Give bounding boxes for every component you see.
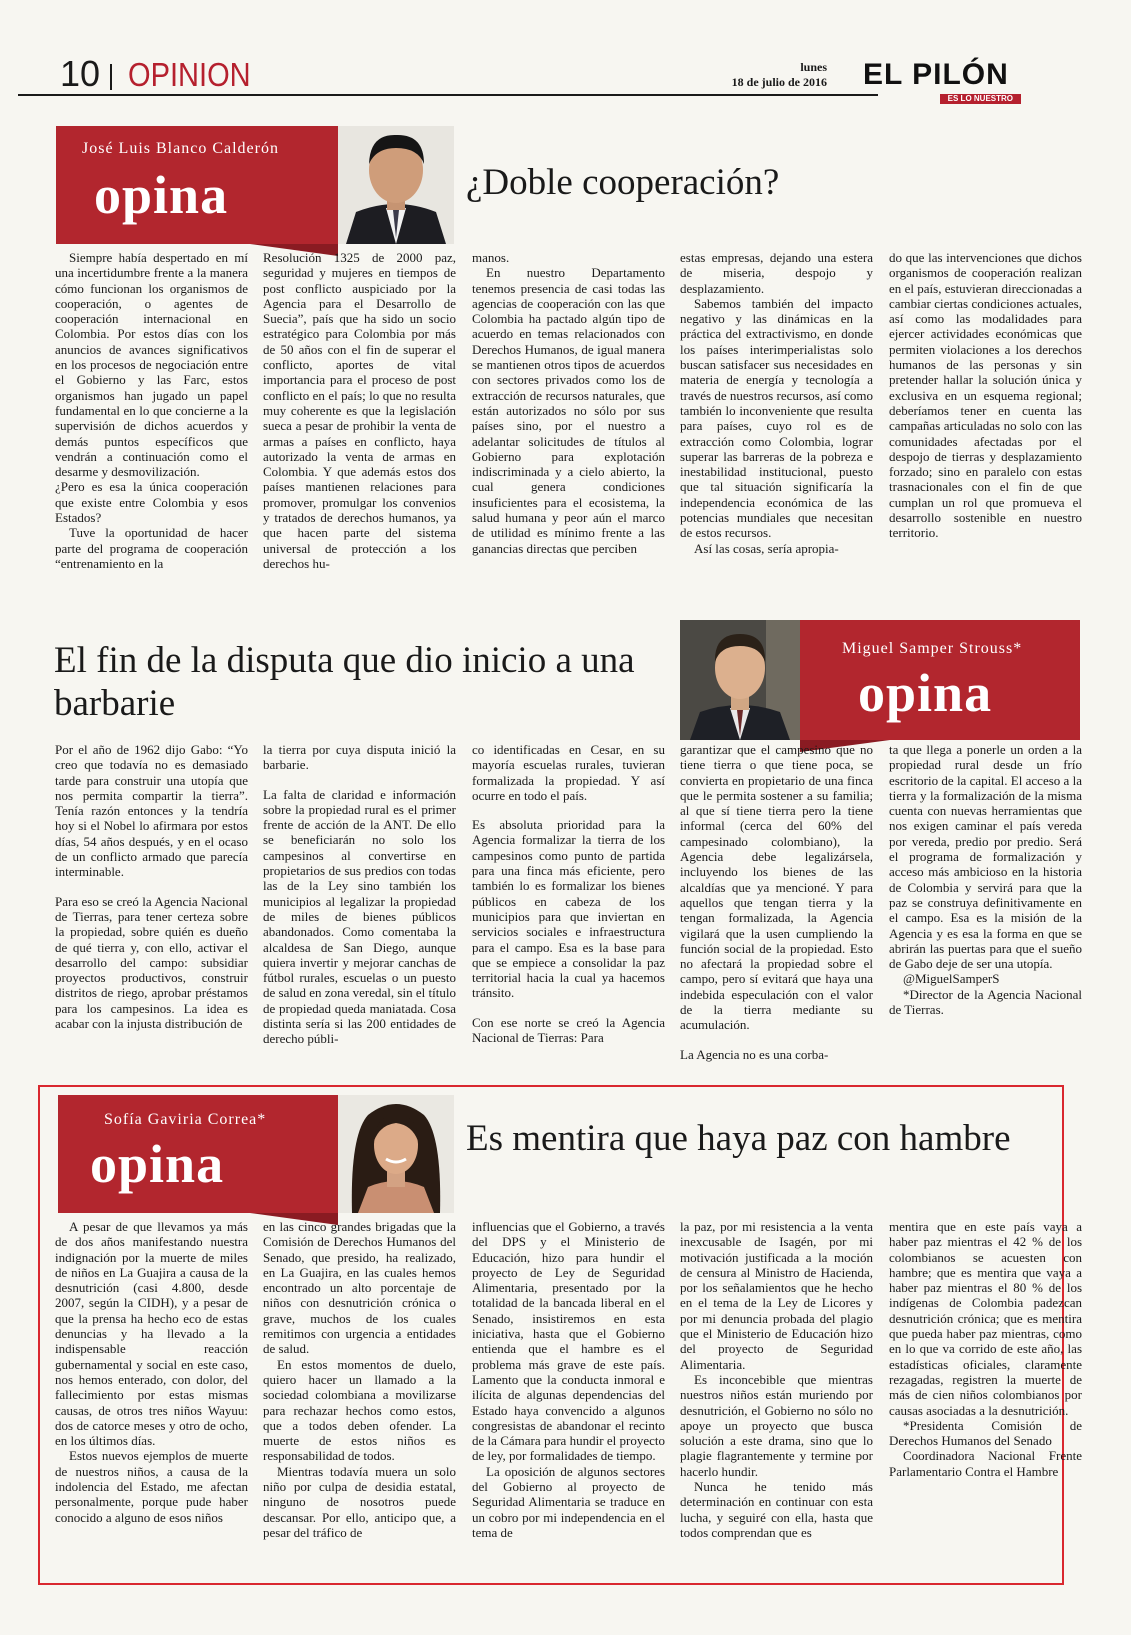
article-column (55, 742, 248, 1078)
paragraph: Mientras todavía muera un solo niño por culpa de desidia estatal, ninguno de nosotros puede descansar. Por ello, anticipo que, a pesar del tráfico de (263, 1463, 456, 1540)
paragraph: la paz, por mi resistencia a la venta inexcusable de Isagén, por mi motivación justificada a la moción de censura al Ministro de Hacienda, por los señalamientos que he hecho en el tema de la Ley de Licores y por mi denuncia probada del plagio que el Ministerio de Educación hizo del proyecto de Seguridad Alimentaria. (680, 1219, 873, 1372)
paragraph: Resolución 1325 de 2000 paz, seguridad y mujeres en tiempos de post conflicto auspiciado por la Agencia para el Desarrollo de Suecia”, país que ha sido un socio estratégico para Colombia por más de 50 años con el fin de superar el conflicto, aportes de vital importancia para el proceso de post conflicto en el país; lo que no resulta muy coherente es que la legislación sueca a pesar de prohibir la venta de armas a países en conflicto, haya autorizado la venta de armas en Colombia. Y que además estos dos países mantienen relaciones para promover, promulgar los convenios y tratados de derechos humanos, ya que hacen parte del sistema universal de protección a los derechos hu- (263, 250, 456, 571)
article-headline: El fin de la disputa que dio inicio a una barbarie (54, 640, 635, 724)
paragraph: Es absoluta prioridad para la Agencia formalizar la tierra de los campesinos como punto de partida para una finca más eficiente, pero también lo es formalizar los bienes públicos en cabeza de los municipios para que inviertan en servicios sociales e infraestructura para el campo. Esa es la base para que se empiece a consolidar la paz territorial hacia la cual ya hacemos tránsito. (472, 817, 665, 1001)
paragraph: manos. (472, 250, 510, 265)
issue-date: 18 de julio de 2016 (731, 75, 827, 89)
logo-name: EL PILÓN (863, 58, 1009, 91)
article-column (263, 742, 456, 1078)
author-bio: *Director de la Agencia Nacional de Tierras. (889, 986, 1082, 1018)
paragraph: do que las intervenciones que dichos organismos de cooperación realizan en el país, estuvieran direccionadas a cambiar ciertas condiciones actuales, así como las modalidades para ejercer actividades económicas que permiten violaciones a los derechos humanos de las personas y sin pretender hallar la solución única y exclusiva en un esquema regional; deberíamos tener en cuenta las campañas articuladas no solo con las comunidades afectadas por el despojo de tierras y desplazamiento forzado; sino en paralelo con estas trasnacionales con el fin de que cumplan un rol que promueva el desarrollo sostenible en nuestro territorio. (889, 250, 1082, 541)
newspaper-logo (863, 58, 1063, 103)
opina-banner (800, 620, 1080, 740)
article-column (472, 742, 665, 1078)
article-column (680, 250, 873, 602)
opina-banner (56, 126, 338, 244)
opina-label: opina (858, 663, 993, 723)
article-column (472, 1219, 665, 1581)
author-name: Sofía Gaviria Correa* (104, 1111, 267, 1128)
paragraph: Para eso se creó la Agencia Nacional de Tierras, para tener certeza sobre la propiedad, sobre quién es dueño de qué tierra y, con ello, activar el desarrollo del campo: subsidiar proyectos productivos, construir distritos de riego, aprobar préstamos para los campesinos. La idea es acabar con la injusta distribución de (55, 893, 248, 1032)
article-headline: ¿Doble cooperación? (466, 162, 780, 203)
header-rule (18, 94, 878, 96)
logo-tagline: ES LO NUESTRO (940, 94, 1021, 104)
paragraph: En estos momentos de duelo, quiero hacer un llamado a la sociedad colombiana a movilizarse para rechazar hechos como estos, que a todos deben ofender. La muerte de estos niños es responsabilidad de todos. (263, 1356, 456, 1464)
paragraph: Es inconcebible que mientras nuestros niños están muriendo por desnutrición, el Gobierno no sólo no apoye un proyecto que busca solución a este drama, sino que lo plagie flagrantemente y termine por hacerlo hundir. (680, 1371, 873, 1479)
paragraph: Sabemos también del impacto negativo y las dinámicas en la práctica del extractivismo, en donde los países interimperialistas solo buscan satisfacer sus necesidades en materia de energía y tecnología a través de nuestros recursos, así como también lo inconveniente que resulta para países, cuyo rol es de extracción como Colombia, lograr superar las barreras de la pobreza e inestabilidad institucional, puesto que tal situación significaría la independencia económica de las potencias mundiales que necesitan de estos recursos. (680, 295, 873, 541)
author-photo (338, 1095, 454, 1213)
author-bio: *Presidenta Comisión de Derechos Humanos del Senado (889, 1417, 1082, 1449)
article-column (55, 250, 248, 602)
author-handle: @MiguelSamperS (903, 971, 1000, 987)
article-column (263, 250, 456, 602)
article-column (55, 1219, 248, 1581)
author-photo (338, 126, 454, 244)
paragraph: en las cinco grandes brigadas que la Comisión de Derechos Humanos del Senado, que presido, ha realizado, en La Guajira, en las cuales hemos encontrado un alto porcentaje de niños con desnutrición crónica o grave, muchos de los cuales remitimos con urgencia a entidades de salud. (263, 1219, 456, 1357)
author-name: José Luis Blanco Calderón (82, 140, 279, 157)
article-column (889, 742, 1082, 1078)
paragraph: A pesar de que llevamos ya más de dos años manifestando nuestra indignación por la muerte de miles de niños en La Guajira a causa de la desnutrición (casi 4.800, desde 2007, según la CIDH), y a pesar de que la prensa ha hecho eco de estas denuncias y ha llevado a la indispensable reacción gubernamental y social en este caso, nos hemos enterado, con dolor, del fallecimiento por estas mismas causas, de otros tres niños Wayuu: dos de catorce meses y otro de ocho, en los últimos días. (55, 1219, 248, 1449)
paragraph: influencias que el Gobierno, a través del DPS y el Ministerio de Educación, hizo para hundir el proyecto de Ley de Seguridad Alimentaria, presentado por la totalidad de la bancada liberal en el Senado, insistiremos en esta iniciativa, hasta que el Gobierno entienda que el hambre es el problema más grave de este país. Lamento que la conducta inmoral e ilícita de algunas dependencias del Estado haya convencido a algunos congresistas de abandonar el recinto de la Cámara para hundir el proyecto de ley, por formalidades de tiempo. (472, 1219, 665, 1464)
paragraph: mentira que en este país vaya a haber paz mientras el 42 % de los colombianos se acuesten con hambre; que es mentira que vaya a haber paz mientras el 80 % de los indígenas de Colombia padezcan desnutrición crónica; que es mentira que pueda haber paz mientras, como en lo que va corrido de este año, las estadísticas oficiales, claramente rezagadas, registren la muerte de más de cien niños colombianos por causas asociadas a la desnutrición. (889, 1219, 1082, 1418)
paragraph: Así las cosas, sería apropia- (694, 540, 839, 556)
article-column (889, 1219, 1082, 1581)
paragraph: ¿Pero es esa la única cooperación que existe entre Colombia y esos Estados? (55, 479, 248, 526)
article-column (889, 250, 1082, 602)
article-column (680, 1219, 873, 1581)
paragraph: Nunca he tenido más determinación en continuar con esta lucha, y seguiré con ella, hasta que todos comprendan que es (680, 1479, 873, 1540)
opina-banner (58, 1095, 338, 1213)
page-number: 10 (60, 53, 101, 94)
paragraph: La falta de claridad e información sobre la propiedad rural es el primer frente de acción de la ANT. De ello se beneficiarán no solo los campesinos al convertirse en propietarios de sus predios con todas las de la Ley sino también los municipios al legalizar la propiedad de miles de bienes públicos abandonados. Como comentaba la alcaldesa de San Diego, aunque quiera invertir y mejorar canchas de fútbol rurales, escuelas o un puesto de salud en zona veredal, sin el título de propiedad queda maniatada. Cosa distinta sería si las 200 entidades de derecho públi- (263, 786, 456, 1047)
author-name: Miguel Samper Strouss* (842, 640, 1023, 657)
article-column (472, 250, 665, 602)
author-bio: Coordinadora Nacional Frente Parlamentario Contra el Hambre (889, 1448, 1082, 1479)
masthead (18, 50, 1063, 103)
article-headline: Es mentira que haya paz con hambre (466, 1118, 1011, 1159)
paragraph: la tierra por cuya disputa inició la barbarie. (263, 742, 456, 773)
article-column (680, 742, 873, 1078)
paragraph: Siempre había despertado en mí una incertidumbre frente a la manera cómo funcionan los organismos de cooperación, o agentes de cooperación internacional en Colombia. Por estos días con los anuncios de avances significativos en los procesos de negociación entre el Gobierno y las Farc, estos organismos han jugado un papel fundamental en lo que concierne a la supervisión de dichos acuerdos y demás puntos específicos que vendrán a continuación como el desarme y desmovilización. (55, 250, 248, 480)
issue-day: lunes (800, 60, 827, 74)
paragraph: La oposición de algunos sectores del Gobierno al proyecto de Seguridad Alimentaria se traduce en un cobro por mi independencia en el tema de (472, 1463, 665, 1540)
section-title: OPINION (128, 56, 251, 93)
paragraph: Por el año de 1962 dijo Gabo: “Yo creo que todavía no es demasiado tarde para construir una utopía que nos permita compartir la tierra”. Tenía razón entonces y la tendría hoy si el Nobel lo afirmara por estos días, 54 años después, y en el ocaso de un conflicto armado que parecía interminable. (55, 742, 248, 880)
paragraph: Tuve la oportunidad de hacer parte del programa de cooperación “entrenamiento en la (55, 525, 248, 571)
paragraph: Estos nuevos ejemplos de muerte de nuestros niños, a causa de la indolencia del Estado, me afectan personalmente, porque pude haber conocido a alguno de esos niños (55, 1448, 248, 1525)
paragraph: La Agencia no es una corba- (680, 1046, 829, 1062)
paragraph: Con ese norte se creó la Agencia Nacional de Tierras: Para (472, 1014, 665, 1046)
paragraph: co identificadas en Cesar, en su mayoría escuelas rurales, tuvieran formalizada la propiedad. Y así ocurre en todo el país. (472, 742, 665, 803)
article-column (263, 1219, 456, 1581)
paragraph: ta que llega a ponerle un orden a la propiedad rural desde un frío escritorio de la capital. El acceso a la tierra y la formalización de la misma cuenta con nuevas herramientas que nos exigen caminar el país vereda por vereda, predio por predio. Será el programa de formalización y acceso más ambicioso en la historia de Colombia y servirá para que la paz se construya definitivamente en el campo. Esa es la misión de la Agencia y es esa la forma en que se abrirán las puertas para que el sueño de Gabo deje de ser una utopía. (889, 742, 1082, 972)
opina-label: opina (94, 165, 229, 225)
divider (110, 64, 112, 90)
author-photo (680, 620, 800, 740)
paragraph: garantizar que el campesino que no tiene tierra o que tiene poca, se convierta en propietario de una finca que le permita sostener a su familia; al que sí tiene tierra pero la tiene informal (cerca del 60% del campesinado colombiano), la Agencia debe legalizársela, incluyendo los bienes de las alcaldías que ya mencioné. Y para aquellos que tengan tierra y la tengan formalizada, la Agencia vigilará que la usen cumpliendo la función social de la propiedad. Esto no afectará la propiedad sobre el campo, pero sí evitará que haya una indebida especulación con el valor de la tierra mediante su acumulación. (680, 742, 873, 1033)
opina-label: opina (90, 1134, 225, 1194)
paragraph: estas empresas, dejando una estera de miseria, despojo y desplazamiento. (680, 250, 873, 296)
paragraph: En nuestro Departamento tenemos presencia de casi todas las agencias de cooperación con las que Colombia ha pactado algún tipo de acuerdo en temas relacionados con Derechos Humanos, de igual manera se mantienen otros tipos de acuerdos con sectores privados como los de extracción de recursos naturales, que están autorizados no sólo por sus países sino, por el nuestro a adelantar solicitudes de títulos al Gobierno para explotación indiscriminada y a cielo abierto, la cual genera condiciones insuficientes para el ecosistema, la salud humana y peor aún el marco de utilidad es mínimo frente a las ganancias directas que perciben (472, 265, 665, 556)
